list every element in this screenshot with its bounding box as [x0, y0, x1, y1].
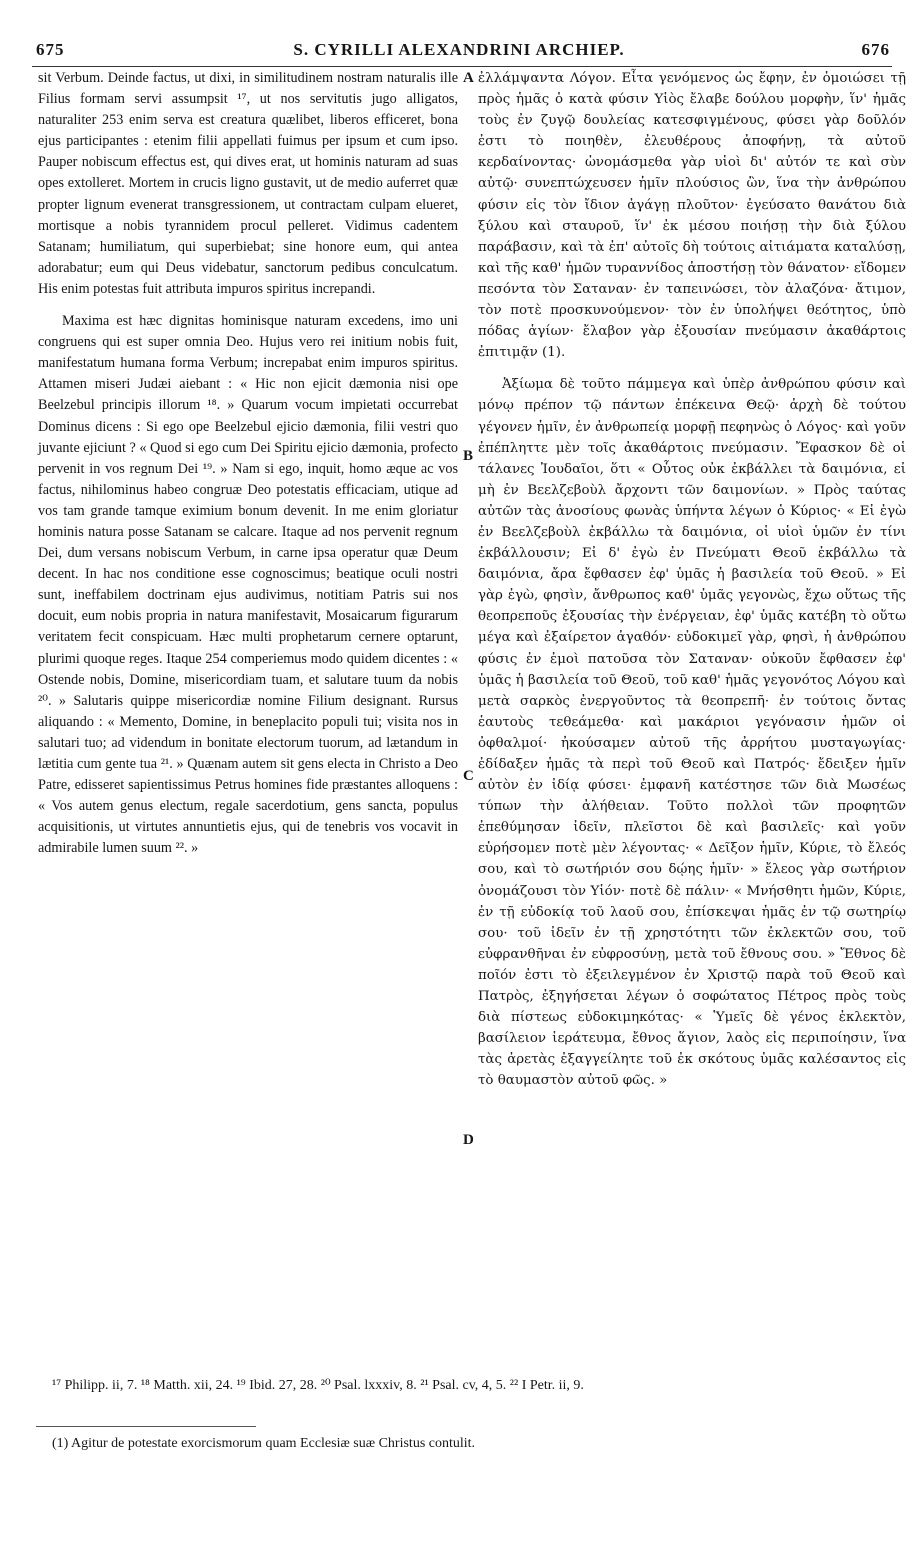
margin-marker-a: A	[463, 70, 474, 86]
latin-paragraph-1: sit Verbum. Deinde factus, ut dixi, in similitudinem nostram naturalis ille Filius formam servi assumpsit ¹⁷, ut nos servitutis jugo alligatos, naturaliter 253 enim serva est creatura quælibet, liberos efficeret, bona ejus participantes : etenim filii appellati fuimus per ipsum et cum ipso. Pauper nobiscum effectus est, qui dives erat, ut hominis naturam ad suas opes extolleret. Mortem in crucis ligno gustavit, ut de medio auferret quæ propter lignum evenerat transgressionem, ut contractam culpam elueret, mortisque a nobis tyrannidem procul pelleret. Vidimus cadentem Satanam; humiliatum, qui superbiebat; sine honore eum, qui antea adorabatur; eum qui Deus videbatur, sanctorum pedibus conculcatum. His enim potestas fuit attributa impuros spiritus increpandi.	[38, 70, 458, 297]
footnote-separator	[36, 1426, 256, 1427]
margin-marker-c: C	[463, 768, 474, 784]
greek-column	[478, 68, 906, 1092]
running-title: S. CYRILLI ALEXANDRINI ARCHIEP.	[293, 40, 625, 59]
latin-column	[38, 68, 458, 859]
latin-paragraph-2: Maxima est hæc dignitas hominisque naturam excedens, imo uni congruens qui est super omnia Deo. Hujus vero rei initium nobis fuit, manifestatum humana forma Verbum; increpabat enim impuros spiritus. Attamen miseri Judæi aiebant : « Hic non ejicit dæmonia nisi ope Beelzebul principis illorum ¹⁸. » Quarum vocum impietati occurrebat Dominus dicens : Si ego ope Beelzebul ejicio dæmonia, filii vestri quo juvante ejiciunt ? « Quod si ego cum Dei Spiritu ejicio dæmonia, profecto pervenit in vos regnum Dei ¹⁹. » Nam si ego, inquit, homo æque ac vos factus, nihilominus habeo congruæ Deo potestatis efficaciam, utique ad vos tam grande tamque eximium bonum devenit. In me enim gloriatur hominis natura posse Satanam se calcare. Itaque ad nos pervenit regnum Dei, dum versans nobiscum Verbum, in carne ipsa operatur quæ Deum decent. In hac nos conditione esse cognoscimus; beatique oculi nostri sunt, ineffabilem doctrinam ejus audivimus, notitiam Patris sui nos docuit, eum nobis propria in natura manifestavit, Mosaicarum figurarum veritatem fecit conspicuam. Hæc multi prophetarum cernere optarunt, plurimi quoque reges. Itaque 254 comperiemus modo quidem dicentes : « Ostende nobis, Domine, misericordiam tuam, et salutare tuum da nobis ²⁰. » Salutaris quippe misericordiæ nomine Filium designant. Rursus aliquando : « Memento, Domine, in beneplacito populi tui; visita nos in salutari tuo; ad videndum in bonitate electorum tuorum, ad lætandum in lætitia cum gente tua ²¹. » Quænam autem sit gens electa in Christo a Deo Patre, edisseret sapientissimus Petrus homines fide præstantes alloquens : « Vos autem genus electum, regale sacerdotium, gens sancta, populus acquisitionis, ut virtutes annuntietis ejus, qui de tenebris vos vocavit in admirabile lumen suum ²². »	[38, 313, 458, 857]
margin-marker-b: B	[463, 448, 474, 464]
footnote-note: (1) Agitur de potestate exorcismorum quam Ecclesiæ suæ Christus contulit.	[52, 1436, 476, 1451]
greek-paragraph-2: Ἀξίωμα δὲ τοῦτο πάμμεγα καὶ ὑπὲρ ἀνθρώπου φύσιν καὶ μόνῳ πρέπον τῷ πάντων ἐπέκεινα Θεῷ· ἀρχὴ δὲ τούτου γέγονεν ἡμῖν, ἐν ἀνθρωπείᾳ μορφῇ πεφηνὼς ὁ Λόγος· καὶ γοῦν ἐπέπληττε μὲν τοῖς ἀκαθάρτοις πνεύμασιν. Ἔφασκον δὲ οἱ τάλανες Ἰουδαῖοι, ὅτι « Οὗτος οὐκ ἐκβάλλει τὰ δαιμόνια, εἰ μὴ ἐν Βεελζεβοὺλ ἄρχοντι τῶν δαιμονίων. » Πρὸς ταύτας αὐτῶν τὰς ἀνοσίους φωνὰς ὑπήντα λέγων ὁ Κύριος· « Εἰ ἐγὼ ἐν Βεελζεβοὺλ ἐκβάλλω τὰ δαιμόνια, οἱ υἱοὶ ὑμῶν ἐν τίνι ἐκβάλλουσιν; Εἰ δ' ἐγὼ ἐν Πνεύματι Θεοῦ ἐκβάλλω τὰ δαιμόνια, ἄρα ἔφθασεν ἐφ' ὑμᾶς ἡ βασιλεία τοῦ Θεοῦ. » Εἰ γὰρ ἐγὼ, φησὶν, ἄνθρωπος καθ' ὑμᾶς γεγονὼς, ἔχω οὕτως τῆς θεοπρεποῦς ἐξουσίας τὴν ἐνέργειαν, ἐφ' ὑμᾶς κατέβη τὸ οὕτω μέγα καὶ ἐξαίρετον ἀγαθόν· εὐδοκιμεῖ γὰρ, φησὶ, ἡ ἀνθρώπου φύσις ἐν ἐμοὶ πατοῦσα τὸν Σαταναν· οὐκοῦν ἔφθασεν ἐφ' ὑμᾶς ἡ βασιλεία τοῦ Θεοῦ, τοῦ καθ' ἡμᾶς γεγονότος Λόγου καὶ μετὰ σαρκὸς ἐνεργοῦντος τὰ θεοπρεπῆ· ἐν τούτοις ὄντας ἑαυτοὺς τεθεάμεθα· καὶ μακάριοι γεγόνασιν ἡμῶν οἱ ὀφθαλμοί· ἠκούσαμεν αὐτοῦ τῆς ἀρρήτου μυσταγωγίας· ἐδίδαξεν ἡμᾶς τὰ περὶ τοῦ Θεοῦ καὶ Πατρός· ἔδειξεν ἡμῖν αὐτὸν ἐν ἰδίᾳ φύσει· ἐμφανῆ κατέστησε τῶν διὰ Μωσέως τύπων τὴν ἀλήθειαν. Τοῦτο πολλοὶ τῶν προφητῶν ἐπεθύμησαν ἰδεῖν, πλεῖστοι δὲ καὶ βασιλεῖς· καὶ γοῦν εὑρήσομεν ποτὲ μὲν λέγοντας· « Δεῖξον ἡμῖν, Κύριε, τὸ ἔλεός σου, καὶ τὸ σωτήριόν σου δῴης ἡμῖν· » ἔλεος γὰρ σωτήριον ὀνομάζουσι τὸν Υἱόν· ποτὲ δὲ πάλιν· « Μνήσθητι ἡμῶν, Κύριε, ἐν τῇ εὐδοκίᾳ τοῦ λαοῦ σου, ἐπίσκεψαι ἡμᾶς ἐν τῷ σωτηρίῳ σου· τοῦ ἰδεῖν ἐν τῇ χρηστότητι τῶν ἐκλεκτῶν σου, τοῦ εὐφρανθῆναι ἐν εὐφροσύνῃ, μετὰ τοῦ ἔθνους σου. » Ἔθνος δὲ ποῖόν ἐστι τὸ ἐξειλεγμένον ἐν Χριστῷ παρὰ τοῦ Θεοῦ καὶ Πατρὸς, ἐξηγήσεται λέγων ὁ σοφώτατος Πέτρος πρὸς τοὺς διὰ πίστεως εὐδοκιμηκότας· « Ὑμεῖς δὲ γένος ἐκλεκτὸν, βασίλειον ἱεράτευμα, ἔθνος ἅγιον, λαὸς εἰς περιποίησιν, ἵνα τὰς ἀρετὰς ἐξαγγείλητε τοῦ ἐκ σκότους ὑμᾶς καλέσαντος εἰς τὸ θαυμαστὸν αὐτοῦ φῶς. »	[478, 377, 906, 1089]
header-rule	[32, 66, 892, 67]
running-header	[0, 40, 918, 66]
page-number-right: 676	[861, 40, 890, 59]
page-number-left: 675	[36, 40, 65, 59]
greek-paragraph-1: ἐλλάμψαντα Λόγον. Εἶτα γενόμενος ὡς ἔφην, ἐν ὁμοιώσει τῇ πρὸς ἡμᾶς ὁ κατὰ φύσιν Υἱὸς ἔλαβε δούλου μορφὴν, ἵν' ἡμᾶς τοὺς ἐν ζυγῷ δουλείας κατεσφιγμένους, φύσει γὰρ δοῦλόν ἐστι τὸ ποιηθὲν, ἐλευθέρους ἀποφήνῃ, τὰ αὐτοῦ κερδαίνοντας· ὠνομάσμεθα γὰρ υἱοὶ δι' αὐτόν τε καὶ σὺν αὐτῷ· συνεπτώχευσεν ἡμῖν πλούσιος ὢν, ἵνα τὴν ἀνθρώπου φύσιν εἰς τὸν ἴδιον ἀγάγῃ πλοῦτον· ἐγεύσατο θανάτου διὰ ξύλου καὶ σταυροῦ, ἵν' ἐκ μέσου ποιήσῃ τὴν διὰ ξύλου παράβασιν, καὶ τὰ ἐπ' αὐτοῖς δὴ τούτοις αἰτιάματα καταλύσῃ, καὶ τῆς καθ' ἡμῶν τυραννίδος ἀποστήσῃ τὸν θάνατον· εἴδομεν πεσόντα τὸν Σαταναν· ἐν ταπεινώσει, τὸν ἀλαζόνα· ἄτιμον, τὸν ποτὲ προσκυνούμενον· τὸν ἐν ὑπολήψει θεότητος, ὑπὸ πόδας ἁγίων· ἔλαβον γὰρ ἐξουσίαν πνεύμασιν ἀκαθάρτοις ἐπιτιμᾷν (1).	[478, 71, 906, 361]
margin-marker-d: D	[463, 1132, 474, 1148]
footnote-references: ¹⁷ Philipp. ii, 7. ¹⁸ Matth. xii, 24. ¹⁹ Ibid. 27, 28. ²⁰ Psal. lxxxiv, 8. ²¹ Psal. cv, 4, 5. ²² I Petr. ii, 9.	[52, 1378, 584, 1393]
